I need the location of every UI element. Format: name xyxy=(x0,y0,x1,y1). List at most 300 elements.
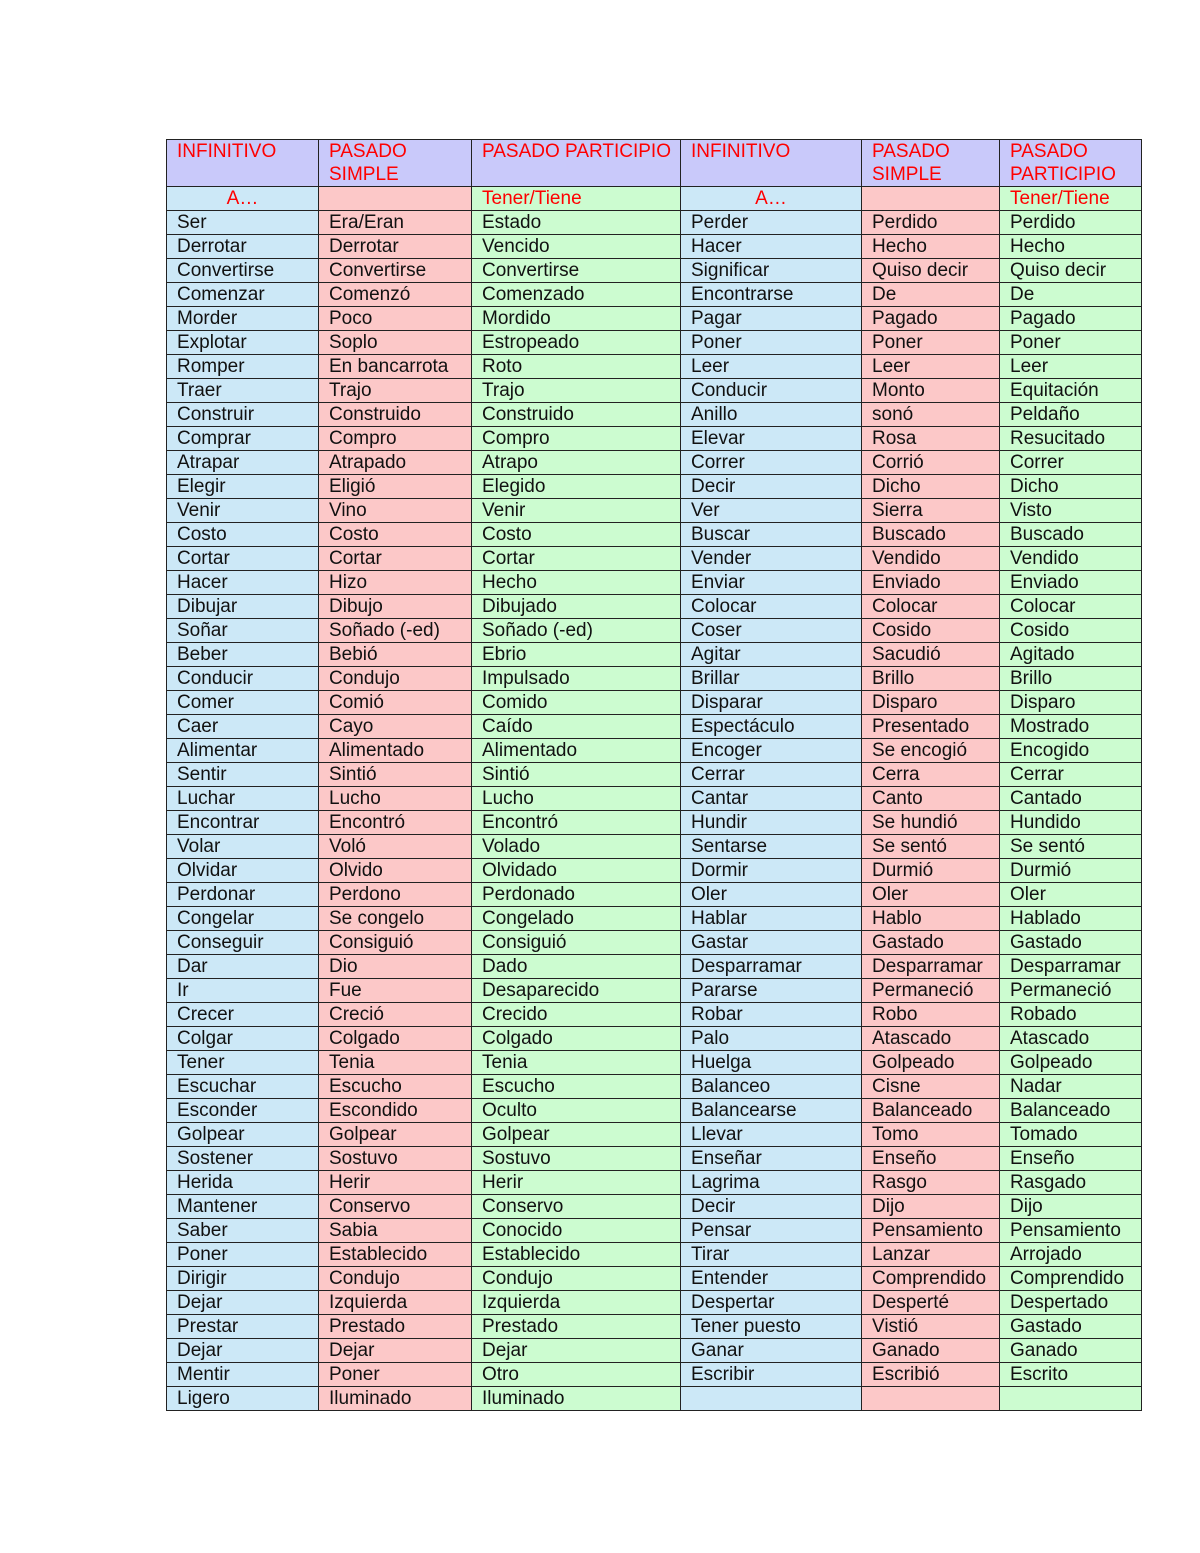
table-row xyxy=(167,643,1142,667)
table-cell: Peldaño xyxy=(1000,403,1142,427)
table-cell: Vendido xyxy=(1000,547,1142,571)
table-cell: Leer xyxy=(862,355,1000,379)
table-cell: Sacudió xyxy=(862,643,1000,667)
table-cell: Balanceo xyxy=(681,1075,862,1099)
table-cell: Sostener xyxy=(167,1147,319,1171)
table-cell: Espectáculo xyxy=(681,715,862,739)
table-cell: Nadar xyxy=(1000,1075,1142,1099)
subheader-cell xyxy=(319,187,472,211)
table-cell: Cerra xyxy=(862,763,1000,787)
table-cell: Tener puesto xyxy=(681,1315,862,1339)
table-cell: Comprendido xyxy=(1000,1267,1142,1291)
table-cell: Escondido xyxy=(319,1099,472,1123)
header-cell: INFINITIVO xyxy=(681,140,862,187)
table-cell: Trajo xyxy=(472,379,681,403)
table-row xyxy=(167,1339,1142,1363)
table-cell: Prestado xyxy=(472,1315,681,1339)
table-cell: Conocido xyxy=(472,1219,681,1243)
table-cell: Brillo xyxy=(862,667,1000,691)
table-cell: Comenzado xyxy=(472,283,681,307)
table-cell: Robado xyxy=(1000,1003,1142,1027)
table-cell: Fue xyxy=(319,979,472,1003)
table-cell: Encontró xyxy=(472,811,681,835)
table-cell: Comió xyxy=(319,691,472,715)
table-cell: Canto xyxy=(862,787,1000,811)
table-cell: Leer xyxy=(681,355,862,379)
table-cell: Golpear xyxy=(167,1123,319,1147)
table-cell: Vistió xyxy=(862,1315,1000,1339)
table-cell: Ligero xyxy=(167,1387,319,1411)
table-cell: Huelga xyxy=(681,1051,862,1075)
table-cell: Durmió xyxy=(1000,859,1142,883)
table-cell: Cortar xyxy=(472,547,681,571)
table-cell: Colgar xyxy=(167,1027,319,1051)
table-cell: Esconder xyxy=(167,1099,319,1123)
table-cell: Atascado xyxy=(1000,1027,1142,1051)
table-cell: Izquierda xyxy=(319,1291,472,1315)
table-row xyxy=(167,283,1142,307)
table-cell: Ver xyxy=(681,499,862,523)
table-cell: Crecer xyxy=(167,1003,319,1027)
table-cell: Lanzar xyxy=(862,1243,1000,1267)
table-cell: Dejar xyxy=(319,1339,472,1363)
table-cell: Costo xyxy=(167,523,319,547)
table-cell: Perdono xyxy=(319,883,472,907)
table-cell: Enviado xyxy=(862,571,1000,595)
table-cell: Dibujar xyxy=(167,595,319,619)
table-cell: Atrapado xyxy=(319,451,472,475)
table-cell: Pensamiento xyxy=(1000,1219,1142,1243)
table-cell: Escribir xyxy=(681,1363,862,1387)
table-cell: Sabia xyxy=(319,1219,472,1243)
table-cell: Condujo xyxy=(472,1267,681,1291)
table-cell: Convertirse xyxy=(167,259,319,283)
table-cell: Hablado xyxy=(1000,907,1142,931)
table-cell: Quiso decir xyxy=(1000,259,1142,283)
table-cell: Izquierda xyxy=(472,1291,681,1315)
table-cell: Establecido xyxy=(319,1243,472,1267)
table-cell: Congelar xyxy=(167,907,319,931)
table-cell: Tirar xyxy=(681,1243,862,1267)
table-cell: Sostuvo xyxy=(319,1147,472,1171)
table-row xyxy=(167,547,1142,571)
table-cell: Dijo xyxy=(1000,1195,1142,1219)
table-cell: Hablo xyxy=(862,907,1000,931)
table-row xyxy=(167,259,1142,283)
table-cell: Golpeado xyxy=(1000,1051,1142,1075)
table-cell: Volado xyxy=(472,835,681,859)
table-cell: Se sentó xyxy=(1000,835,1142,859)
table-cell: Coser xyxy=(681,619,862,643)
table-cell: Conseguir xyxy=(167,931,319,955)
table-row xyxy=(167,739,1142,763)
table-cell: Colgado xyxy=(472,1027,681,1051)
header-cell: INFINITIVO xyxy=(167,140,319,187)
table-cell: Costo xyxy=(472,523,681,547)
table-cell: Sentir xyxy=(167,763,319,787)
subheader-cell: Tener/Tiene xyxy=(1000,187,1142,211)
table-cell: Sintió xyxy=(319,763,472,787)
table-cell: Despertado xyxy=(1000,1291,1142,1315)
table-cell: Balanceado xyxy=(862,1099,1000,1123)
table-cell: Iluminado xyxy=(319,1387,472,1411)
table-cell: Quiso decir xyxy=(862,259,1000,283)
table-cell: Escucho xyxy=(472,1075,681,1099)
table-cell: Caído xyxy=(472,715,681,739)
table-cell: Bebió xyxy=(319,643,472,667)
table-cell: Hizo xyxy=(319,571,472,595)
table-cell: Elevar xyxy=(681,427,862,451)
table-cell: Otro xyxy=(472,1363,681,1387)
table-cell: Cortar xyxy=(167,547,319,571)
table-row xyxy=(167,1219,1142,1243)
table-cell: Golpear xyxy=(472,1123,681,1147)
table-cell: Enviado xyxy=(1000,571,1142,595)
table-cell: Cortar xyxy=(319,547,472,571)
table-row xyxy=(167,907,1142,931)
table-cell: Visto xyxy=(1000,499,1142,523)
table-cell: Olvidado xyxy=(472,859,681,883)
table-cell: Comprar xyxy=(167,427,319,451)
table-row xyxy=(167,1291,1142,1315)
table-row xyxy=(167,571,1142,595)
table-cell: Palo xyxy=(681,1027,862,1051)
table-cell: Perder xyxy=(681,211,862,235)
table-cell: Conservo xyxy=(319,1195,472,1219)
table-cell: Oculto xyxy=(472,1099,681,1123)
table-cell: Hablar xyxy=(681,907,862,931)
header-cell: PASADO PARTICIPIO xyxy=(472,140,681,187)
table-cell: Construir xyxy=(167,403,319,427)
table-cell: Decir xyxy=(681,475,862,499)
table-row xyxy=(167,691,1142,715)
table-row xyxy=(167,763,1142,787)
table-cell: Volar xyxy=(167,835,319,859)
table-cell: Poner xyxy=(1000,331,1142,355)
table-cell: Perdonado xyxy=(472,883,681,907)
table-cell: Enviar xyxy=(681,571,862,595)
table-cell: Eligió xyxy=(319,475,472,499)
table-cell: Encontró xyxy=(319,811,472,835)
table-cell: Hundido xyxy=(1000,811,1142,835)
table-row xyxy=(167,1363,1142,1387)
table-cell: Buscar xyxy=(681,523,862,547)
table-cell: Enseño xyxy=(862,1147,1000,1171)
table-cell: Oler xyxy=(681,883,862,907)
table-cell: Dio xyxy=(319,955,472,979)
table-cell: Poco xyxy=(319,307,472,331)
table-cell: Alimentar xyxy=(167,739,319,763)
subheader-cell: A… xyxy=(681,187,862,211)
table-cell: Dibujo xyxy=(319,595,472,619)
table-row xyxy=(167,427,1142,451)
table-cell: Alimentado xyxy=(319,739,472,763)
table-cell: Saber xyxy=(167,1219,319,1243)
table-cell: Congelado xyxy=(472,907,681,931)
table-cell: Pararse xyxy=(681,979,862,1003)
table-row xyxy=(167,1195,1142,1219)
table-cell: Correr xyxy=(681,451,862,475)
table-cell: Lucho xyxy=(472,787,681,811)
table-cell: Tener xyxy=(167,1051,319,1075)
table-cell: Se sentó xyxy=(862,835,1000,859)
table-cell: Dibujado xyxy=(472,595,681,619)
table-cell: Luchar xyxy=(167,787,319,811)
table-cell: sonó xyxy=(862,403,1000,427)
table-cell: Desperté xyxy=(862,1291,1000,1315)
table-cell: Hacer xyxy=(167,571,319,595)
table-cell: Herir xyxy=(472,1171,681,1195)
table-cell: Pensar xyxy=(681,1219,862,1243)
table-cell: Costo xyxy=(319,523,472,547)
table-cell: Pagado xyxy=(1000,307,1142,331)
table-cell: Disparar xyxy=(681,691,862,715)
table-cell: Atrapar xyxy=(167,451,319,475)
table-cell: Lucho xyxy=(319,787,472,811)
table-row xyxy=(167,787,1142,811)
table-cell: Balanceado xyxy=(1000,1099,1142,1123)
table-cell: Cerrar xyxy=(1000,763,1142,787)
table-cell: Cantado xyxy=(1000,787,1142,811)
table-row xyxy=(167,1387,1142,1411)
table-cell: Lagrima xyxy=(681,1171,862,1195)
table-cell: Mentir xyxy=(167,1363,319,1387)
table-cell: Encontrarse xyxy=(681,283,862,307)
table-cell: Impulsado xyxy=(472,667,681,691)
table-row xyxy=(167,667,1142,691)
table-cell: Dejar xyxy=(472,1339,681,1363)
table-cell: Encogido xyxy=(1000,739,1142,763)
table-cell: Ganado xyxy=(1000,1339,1142,1363)
table-cell: Disparo xyxy=(1000,691,1142,715)
table-cell: Rasgado xyxy=(1000,1171,1142,1195)
table-cell: Pagado xyxy=(862,307,1000,331)
table-cell: Dirigir xyxy=(167,1267,319,1291)
table-cell: Mantener xyxy=(167,1195,319,1219)
table-cell: Convertirse xyxy=(319,259,472,283)
table-cell: Dicho xyxy=(1000,475,1142,499)
table-cell: Convertirse xyxy=(472,259,681,283)
table-cell: Olvido xyxy=(319,859,472,883)
table-row xyxy=(167,1315,1142,1339)
table-cell: Comenzar xyxy=(167,283,319,307)
table-cell: Significar xyxy=(681,259,862,283)
table-row xyxy=(167,1147,1142,1171)
table-cell: En bancarrota xyxy=(319,355,472,379)
table-cell: Dicho xyxy=(862,475,1000,499)
table-row xyxy=(167,1099,1142,1123)
table-row xyxy=(167,355,1142,379)
table-cell: Sierra xyxy=(862,499,1000,523)
table-cell: Corrió xyxy=(862,451,1000,475)
table-cell: Poner xyxy=(319,1363,472,1387)
table-cell: Soñado (-ed) xyxy=(472,619,681,643)
table-cell: Oler xyxy=(862,883,1000,907)
table-cell: Robar xyxy=(681,1003,862,1027)
table-cell: Poner xyxy=(862,331,1000,355)
table-cell: Decir xyxy=(681,1195,862,1219)
table-row xyxy=(167,499,1142,523)
table-cell: Encontrar xyxy=(167,811,319,835)
table-cell: Escuchar xyxy=(167,1075,319,1099)
table-cell: Comer xyxy=(167,691,319,715)
table-cell: Prestado xyxy=(319,1315,472,1339)
table-cell: Sostuvo xyxy=(472,1147,681,1171)
table-cell: Equitación xyxy=(1000,379,1142,403)
table-cell: Romper xyxy=(167,355,319,379)
table-cell: Desaparecido xyxy=(472,979,681,1003)
table-cell: Poner xyxy=(681,331,862,355)
table-cell: Colocar xyxy=(862,595,1000,619)
table-cell: Gastado xyxy=(862,931,1000,955)
table-cell: Crecido xyxy=(472,1003,681,1027)
table-cell: Mordido xyxy=(472,307,681,331)
table-cell: De xyxy=(862,283,1000,307)
table-cell: Buscado xyxy=(1000,523,1142,547)
table-cell: Robo xyxy=(862,1003,1000,1027)
table-cell: De xyxy=(1000,283,1142,307)
table-row xyxy=(167,1003,1142,1027)
table-cell: Golpeado xyxy=(862,1051,1000,1075)
table-cell: Anillo xyxy=(681,403,862,427)
table-cell: Cosido xyxy=(1000,619,1142,643)
table-cell: Dijo xyxy=(862,1195,1000,1219)
table-row xyxy=(167,307,1142,331)
table-cell: Escribió xyxy=(862,1363,1000,1387)
table-cell xyxy=(1000,1387,1142,1411)
table-row xyxy=(167,619,1142,643)
table-cell: Colocar xyxy=(681,595,862,619)
table-cell: Prestar xyxy=(167,1315,319,1339)
table-cell: Pagar xyxy=(681,307,862,331)
table-cell: Establecido xyxy=(472,1243,681,1267)
table-row xyxy=(167,883,1142,907)
table-cell: Explotar xyxy=(167,331,319,355)
table-cell: Hecho xyxy=(472,571,681,595)
table-cell: Vencido xyxy=(472,235,681,259)
table-row xyxy=(167,835,1142,859)
table-cell: Elegir xyxy=(167,475,319,499)
table-row xyxy=(167,331,1142,355)
table-row xyxy=(167,1123,1142,1147)
table-row xyxy=(167,1267,1142,1291)
table-cell: Dado xyxy=(472,955,681,979)
table-cell: Desparramar xyxy=(681,955,862,979)
table-cell: Tomado xyxy=(1000,1123,1142,1147)
table-cell: Condujo xyxy=(319,667,472,691)
table-cell: Alimentado xyxy=(472,739,681,763)
table-cell: Escucho xyxy=(319,1075,472,1099)
table-cell: Voló xyxy=(319,835,472,859)
table-cell: Golpear xyxy=(319,1123,472,1147)
table-row xyxy=(167,403,1142,427)
table-cell: Traer xyxy=(167,379,319,403)
subheader-cell: Tener/Tiene xyxy=(472,187,681,211)
table-cell: Perdido xyxy=(862,211,1000,235)
table-cell: Agitar xyxy=(681,643,862,667)
table-cell: Rasgo xyxy=(862,1171,1000,1195)
table-cell: Era/Eran xyxy=(319,211,472,235)
table-cell: Estropeado xyxy=(472,331,681,355)
table-cell: Atascado xyxy=(862,1027,1000,1051)
table-cell: Dormir xyxy=(681,859,862,883)
table-cell: Condujo xyxy=(319,1267,472,1291)
table-cell: Cayo xyxy=(319,715,472,739)
table-cell: Resucitado xyxy=(1000,427,1142,451)
table-cell: Venir xyxy=(167,499,319,523)
table-cell: Gastar xyxy=(681,931,862,955)
table-row xyxy=(167,1051,1142,1075)
table-cell: Presentado xyxy=(862,715,1000,739)
table-cell xyxy=(681,1387,862,1411)
table-cell: Rosa xyxy=(862,427,1000,451)
table-cell: Morder xyxy=(167,307,319,331)
table-cell: Se congelo xyxy=(319,907,472,931)
table-cell: Ganar xyxy=(681,1339,862,1363)
table-cell: Cisne xyxy=(862,1075,1000,1099)
table-row xyxy=(167,1027,1142,1051)
table-cell: Roto xyxy=(472,355,681,379)
table-cell: Poner xyxy=(167,1243,319,1267)
table-cell: Hacer xyxy=(681,235,862,259)
table-cell: Gastado xyxy=(1000,931,1142,955)
header-row xyxy=(167,140,1142,187)
header-cell: PASADO SIMPLE xyxy=(319,140,472,187)
table-cell: Oler xyxy=(1000,883,1142,907)
table-cell: Pensamiento xyxy=(862,1219,1000,1243)
table-cell: Compro xyxy=(319,427,472,451)
subheader-row xyxy=(167,187,1142,211)
table-row xyxy=(167,811,1142,835)
subheader-cell: A… xyxy=(167,187,319,211)
table-row xyxy=(167,979,1142,1003)
table-row xyxy=(167,595,1142,619)
table-cell: Durmió xyxy=(862,859,1000,883)
table-cell: Soñado (-ed) xyxy=(319,619,472,643)
table-cell: Sentarse xyxy=(681,835,862,859)
table-row xyxy=(167,931,1142,955)
table-cell: Correr xyxy=(1000,451,1142,475)
table-row xyxy=(167,235,1142,259)
table-row xyxy=(167,859,1142,883)
table-cell: Consiguió xyxy=(319,931,472,955)
table-cell: Permaneció xyxy=(862,979,1000,1003)
table-cell: Cantar xyxy=(681,787,862,811)
table-cell: Escrito xyxy=(1000,1363,1142,1387)
table-cell: Disparo xyxy=(862,691,1000,715)
table-cell: Desparramar xyxy=(862,955,1000,979)
table-cell: Consiguió xyxy=(472,931,681,955)
verb-table xyxy=(166,139,1142,1411)
table-cell: Hecho xyxy=(862,235,1000,259)
table-cell: Creció xyxy=(319,1003,472,1027)
table-cell: Ir xyxy=(167,979,319,1003)
table-cell: Derrotar xyxy=(167,235,319,259)
table-row xyxy=(167,1171,1142,1195)
table-cell: Monto xyxy=(862,379,1000,403)
table-cell: Compro xyxy=(472,427,681,451)
table-cell: Perdido xyxy=(1000,211,1142,235)
table-cell: Cerrar xyxy=(681,763,862,787)
table-row xyxy=(167,475,1142,499)
table-cell: Venir xyxy=(472,499,681,523)
table-cell: Iluminado xyxy=(472,1387,681,1411)
table-cell: Conducir xyxy=(167,667,319,691)
table-cell: Leer xyxy=(1000,355,1142,379)
table-cell: Agitado xyxy=(1000,643,1142,667)
table-cell: Entender xyxy=(681,1267,862,1291)
table-cell: Brillo xyxy=(1000,667,1142,691)
